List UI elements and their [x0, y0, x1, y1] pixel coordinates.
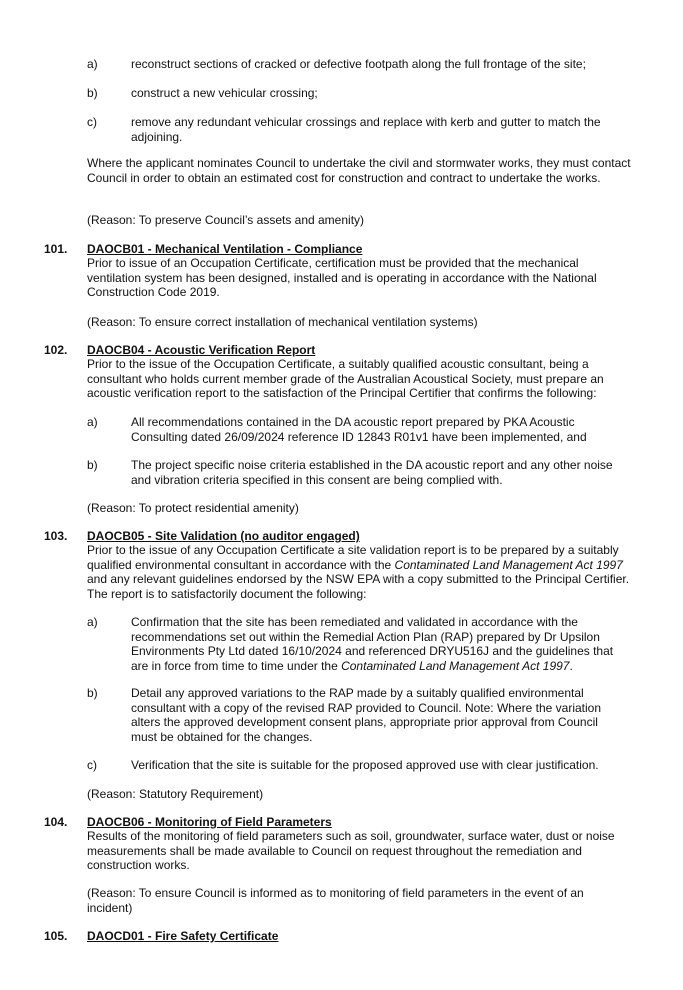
- item-label: a): [87, 415, 98, 429]
- list-item: [87, 115, 627, 144]
- item-text: construct a new vehicular crossing;: [131, 86, 318, 100]
- item-label: c): [87, 758, 97, 772]
- item-text: reconstruct sections of cracked or defective footpath along the full frontage of the site;: [131, 57, 586, 71]
- item-label: b): [87, 86, 98, 100]
- condition-body: [87, 543, 631, 601]
- item-text: Verification that the site is suitable for the proposed approved use with clear justification.: [131, 758, 599, 772]
- item-text: All recommendations contained in the DA acoustic report prepared by PKA Acoustic Consulting dated 26/09/2024 reference ID 12843 R01v1 have been implemented, and: [131, 415, 587, 444]
- item-text-part: .: [569, 658, 573, 673]
- item-text: The project specific noise criteria established in the DA acoustic report and any other noise and vibration criteria specified in this consent are being complied with.: [131, 458, 613, 487]
- condition-title: DAOCD01 - Fire Safety Certificate: [87, 929, 279, 943]
- condition-number: 103.: [44, 529, 68, 543]
- reason-text: (Reason: To protect residential amenity): [87, 501, 299, 515]
- condition-title: DAOCB05 - Site Validation (no auditor engaged): [87, 529, 360, 543]
- list-item: [87, 615, 627, 673]
- condition-title: DAOCB04 - Acoustic Verification Report: [87, 343, 316, 357]
- condition-number: 105.: [44, 929, 68, 943]
- item-label: c): [87, 115, 97, 129]
- item-label: b): [87, 686, 98, 700]
- list-item: [87, 86, 627, 101]
- list-item: [87, 758, 627, 773]
- item-label: b): [87, 458, 98, 472]
- paragraph: Where the applicant nominates Council to undertake the civil and stormwater works, they must contact Council in order to obtain an estimated cost for construction and contract to undertake the works.: [87, 156, 631, 185]
- act-name: Contaminated Land Management Act 1997: [341, 658, 570, 673]
- condition-body: Prior to issue of an Occupation Certificate, certification must be provided that the mechanical ventilation system has been designed, installed and is operating in accordance with the National Construction Code 2019.: [87, 256, 597, 300]
- list-item: [87, 458, 627, 487]
- body-text: Prior to the issue of any Occupation Certificate a site validation report is to be prepared by a suitably qualified environmental consultant in accordance with the: [87, 543, 619, 572]
- body-text: and any relevant guidelines endorsed by the NSW EPA with a copy submitted to the Principal Certifier. The report is to satisfactorily document the following:: [87, 572, 630, 601]
- condition-number: 101.: [44, 242, 68, 256]
- condition-title: DAOCB06 - Monitoring of Field Parameters: [87, 815, 332, 829]
- item-label: a): [87, 615, 98, 629]
- item-text: remove any redundant vehicular crossings and replace with kerb and gutter to match the adjoining.: [131, 115, 601, 144]
- list-item: [87, 57, 627, 72]
- reason-text: (Reason: To preserve Council’s assets and amenity): [87, 213, 365, 227]
- item-text-part: Confirmation that the site has been remediated and validated in accordance with the recommendations set out within the Remedial Action Plan (RAP) prepared by Dr Upsilon Environments Pty Ltd dated 16/10/2024 and referenced DRYU516J and the guidelines that are in force from time to time under the: [131, 615, 614, 673]
- item-label: a): [87, 57, 98, 71]
- item-text: [131, 615, 627, 673]
- item-text: Detail any approved variations to the RAP made by a suitably qualified environmental consultant with a copy of the revised RAP provided to Council. Note: Where the variation alters the approved development consent plans, appropriate prior approval from Council must be obtained for the changes.: [131, 686, 602, 744]
- reason-text: (Reason: Statutory Requirement): [87, 787, 264, 801]
- reason-text: (Reason: To ensure correct installation of mechanical ventilation systems): [87, 315, 478, 329]
- condition-body: Prior to the issue of the Occupation Certificate, a suitably qualified acoustic consultant, being a consultant who holds current member grade of the Australian Acoustical Society, must prepare an acoustic verification report to the satisfaction of the Principal Certifier that confirms the following:: [87, 357, 604, 401]
- act-name: Contaminated Land Management Act 1997: [394, 557, 623, 572]
- reason-text: (Reason: To ensure Council is informed as to monitoring of field parameters in the event of an incident): [87, 886, 584, 915]
- list-item: [87, 415, 627, 444]
- condition-number: 102.: [44, 343, 68, 357]
- condition-body: Results of the monitoring of field parameters such as soil, groundwater, surface water, dust or noise measurements shall be made available to Council on request throughout the remediation and construction works.: [87, 829, 615, 873]
- condition-number: 104.: [44, 815, 68, 829]
- condition-title: DAOCB01 - Mechanical Ventilation - Compliance: [87, 242, 363, 256]
- list-item: [87, 686, 627, 744]
